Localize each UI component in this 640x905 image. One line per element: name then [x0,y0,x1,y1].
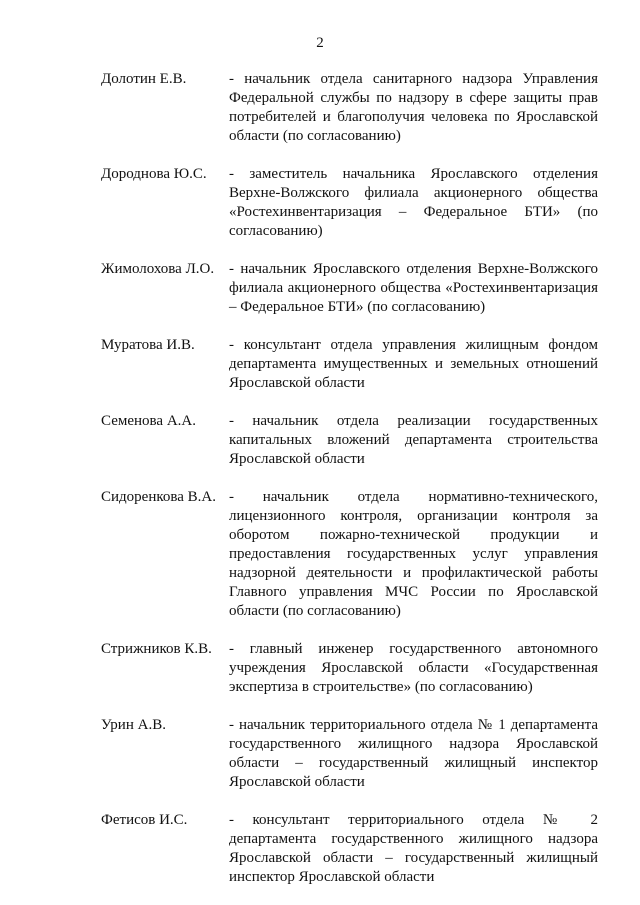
list-item [101,488,598,621]
member-name: Жимолохова Л.О. [101,261,215,277]
member-position: - консультант отдела управления жилищным фондом департамента имущественных и земельных отношений Ярославской области [229,337,598,391]
member-position: - начальник Ярославского отделения Верхне-Волжского филиала акционерного общества «Ростехинвентаризация – Федеральное БТИ» (по согласованию) [229,261,598,315]
member-name: Муратова И.В. [101,337,195,353]
list-item [101,640,598,697]
list-item [101,336,598,393]
list-item [101,412,598,469]
member-position: - начальник отдела санитарного надзора Управления Федеральной службы по надзору в сфере защиты прав потребителей и благополучия человека по Ярославской области (по согласованию) [229,71,598,144]
list-item [101,165,598,241]
page-number: 2 [316,35,324,51]
member-name: Дороднова Ю.С. [101,166,207,182]
member-position: - начальник отдела нормативно-технического, лицензионного контроля, организации контроля за оборотом пожарно-технической продукции и предоставления государственных услуг управления надзорной деятельности и профилактической работы Главного управления МЧС России по Ярославской области (по согласованию) [229,489,598,619]
member-position: - заместитель начальника Ярославского отделения Верхне-Волжского филиала акционерного общества «Ростехинвентаризация – Федеральное БТИ» (по согласованию) [229,166,598,239]
list-item [101,811,598,887]
member-name: Сидоренкова В.А. [101,489,217,505]
list-item [101,70,598,146]
list-item [101,716,598,792]
members-list [101,70,598,887]
member-name: Фетисов И.С. [101,812,188,828]
member-position: - консультант территориального отдела № 2 департамента государственного жилищного надзора Ярославской области – государственный жилищный инспектор Ярославской области [229,812,598,885]
member-position: - начальник отдела реализации государственных капитальных вложений департамента строительства Ярославской области [229,413,598,467]
list-item [101,260,598,317]
member-position: - начальник территориального отдела № 1 департамента государственного жилищного надзора Ярославской области – государственный жилищный инспектор Ярославской области [229,717,598,790]
member-name: Урин А.В. [101,717,166,733]
member-name: Стрижников К.В. [101,641,212,657]
member-name: Семенова А.А. [101,413,196,429]
member-name: Долотин Е.В. [101,71,187,87]
member-position: - главный инженер государственного автономного учреждения Ярославской области «Государственная экспертиза в строительстве» (по согласованию) [229,641,598,695]
